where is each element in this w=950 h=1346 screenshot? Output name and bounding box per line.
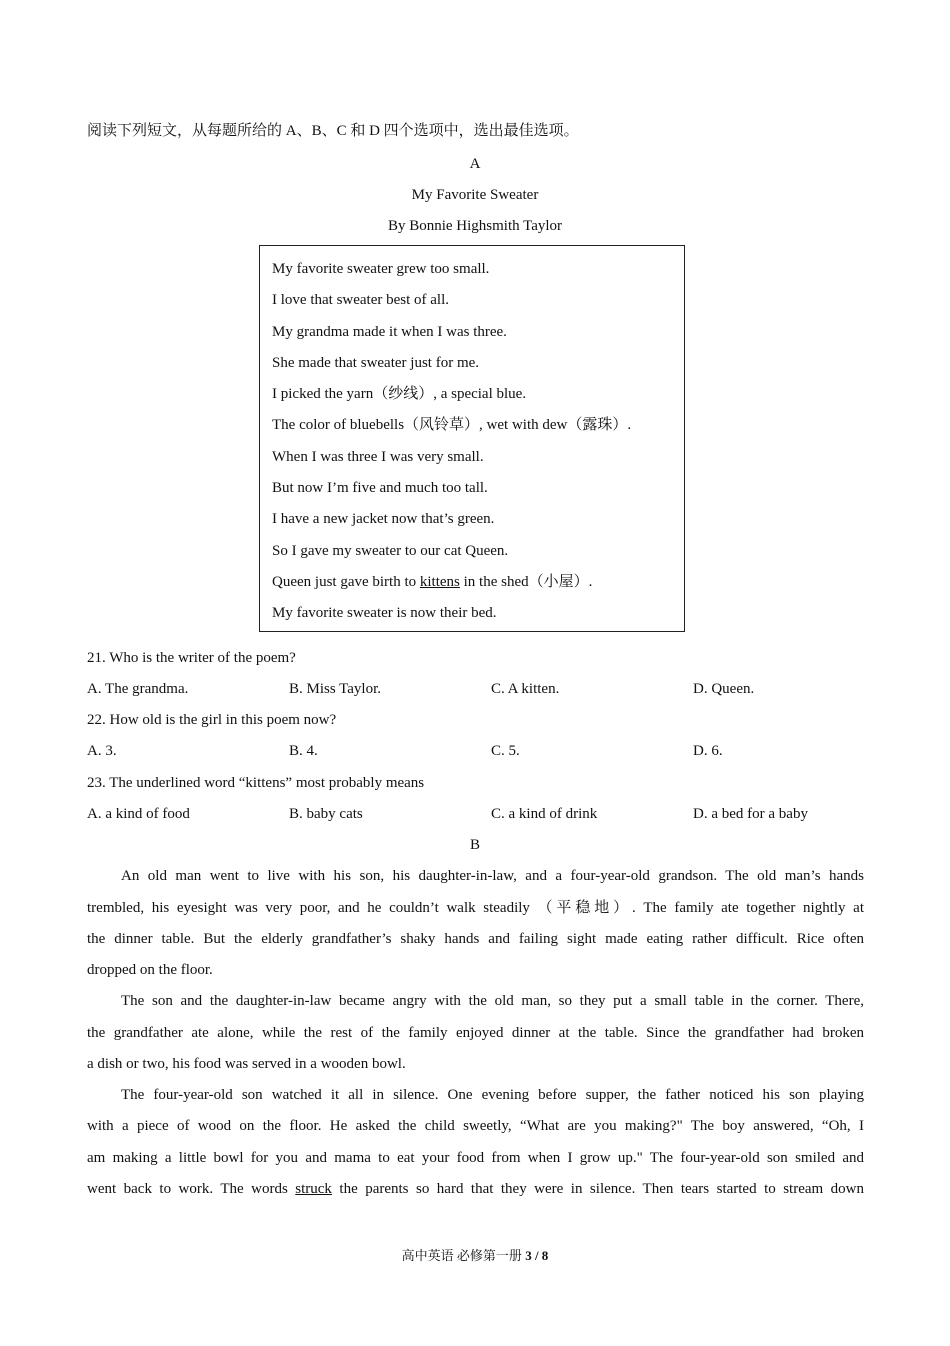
passage-line: with a piece of wood on the floor. He asked the child sweetly, “What are you making?" The boy answered, “Oh, I [87,1118,864,1134]
question-21-option-a: A. The grandma. [87,681,189,697]
question-22-option-b: B. 4. [289,743,318,759]
poem-line: She made that sweater just for me. [272,355,480,371]
poem-line: The color of bluebells（风铃草）, wet with dew（露珠）. [272,417,632,433]
poem-line: But now I’m five and much too tall. [272,480,488,496]
question-22-option-c: C. 5. [491,743,520,759]
passage-line: trembled, his eyesight was very poor, and he couldn’t walk steadily （平稳地）. The family ate together nightly at [87,900,864,916]
poem-line: I love that sweater best of all. [272,292,450,308]
poem-text: Queen just gave birth to [272,574,420,590]
passage-text: the parents so hard that they were in silence. Then tears started to stream down [331,1181,864,1197]
section-a-label: A [469,156,481,172]
question-21-option-c: C. A kitten. [491,681,560,697]
passage-line: the grandfather ate alone, while the rest of the family enjoyed dinner at the table. Since the grandfather had broken [87,1025,864,1041]
question-22-option-d: D. 6. [693,743,723,759]
poem-author: By Bonnie Highsmith Taylor [387,218,563,234]
page-footer [0,1247,950,1265]
question-23-option-a: A. a kind of food [87,806,190,822]
question-23-stem: 23. The underlined word “kittens” most probably means [87,775,425,791]
passage-line: a dish or two, his food was served in a wooden bowl. [87,1056,406,1072]
passage-line: An old man went to live with his son, his daughter-in-law, and a four-year-old grandson. The old man’s hands [121,868,864,884]
passage-line: The four-year-old son watched it all in silence. One evening before supper, the father noticed his son playing [121,1087,864,1103]
section-b-label: B [469,837,480,853]
question-21-stem: 21. Who is the writer of the poem? [87,650,296,666]
passage-line: am making a little bowl for you and mama to eat your food from when I grow up." The four-year-old son smiled and [87,1150,864,1166]
poem-line-kittens [272,572,592,592]
poem-line: So I gave my sweater to our cat Queen. [272,543,509,559]
footer-subject: 高中英语 必修第一册 [401,1248,526,1263]
instructions: 阅读下列短文，从每题所给的 A、B、C 和 D 四个选项中，选出最佳选项。 [87,123,579,139]
poem-line: I picked the yarn（纱线）, a special blue. [272,386,527,402]
passage-line: the dinner table. But the elderly grandfather’s shaky hands and failing sight made eating rather difficult. Rice often [87,931,864,947]
question-23-option-b: B. baby cats [289,806,363,822]
poem-line: My favorite sweater is now their bed. [272,605,497,621]
poem-line: When I was three I was very small. [272,449,484,465]
poem-text: in the shed（小屋）. [459,574,593,590]
passage-line-struck [87,1179,864,1199]
question-21-option-b: B. Miss Taylor. [289,681,382,697]
question-23-option-c: C. a kind of drink [491,806,598,822]
passage-line: The son and the daughter-in-law became angry with the old man, so they put a small table in the corner. There, [121,993,864,1009]
poem-title: My Favorite Sweater [411,187,539,203]
passage-line: dropped on the floor. [87,962,213,978]
question-23-option-d: D. a bed for a baby [693,806,808,822]
page-number: 3 / 8 [525,1248,549,1263]
underlined-word-struck: struck [295,1181,332,1197]
poem-line: My grandma made it when I was three. [272,324,507,340]
question-21-option-d: D. Queen. [693,681,755,697]
poem-line: My favorite sweater grew too small. [272,261,490,277]
underlined-word-kittens: kittens [419,574,460,590]
question-22-option-a: A. 3. [87,743,117,759]
passage-text: went back to work. The words [87,1181,296,1197]
poem-line: I have a new jacket now that’s green. [272,511,495,527]
poem-box [259,245,685,632]
question-22-stem: 22. How old is the girl in this poem now? [87,712,337,728]
